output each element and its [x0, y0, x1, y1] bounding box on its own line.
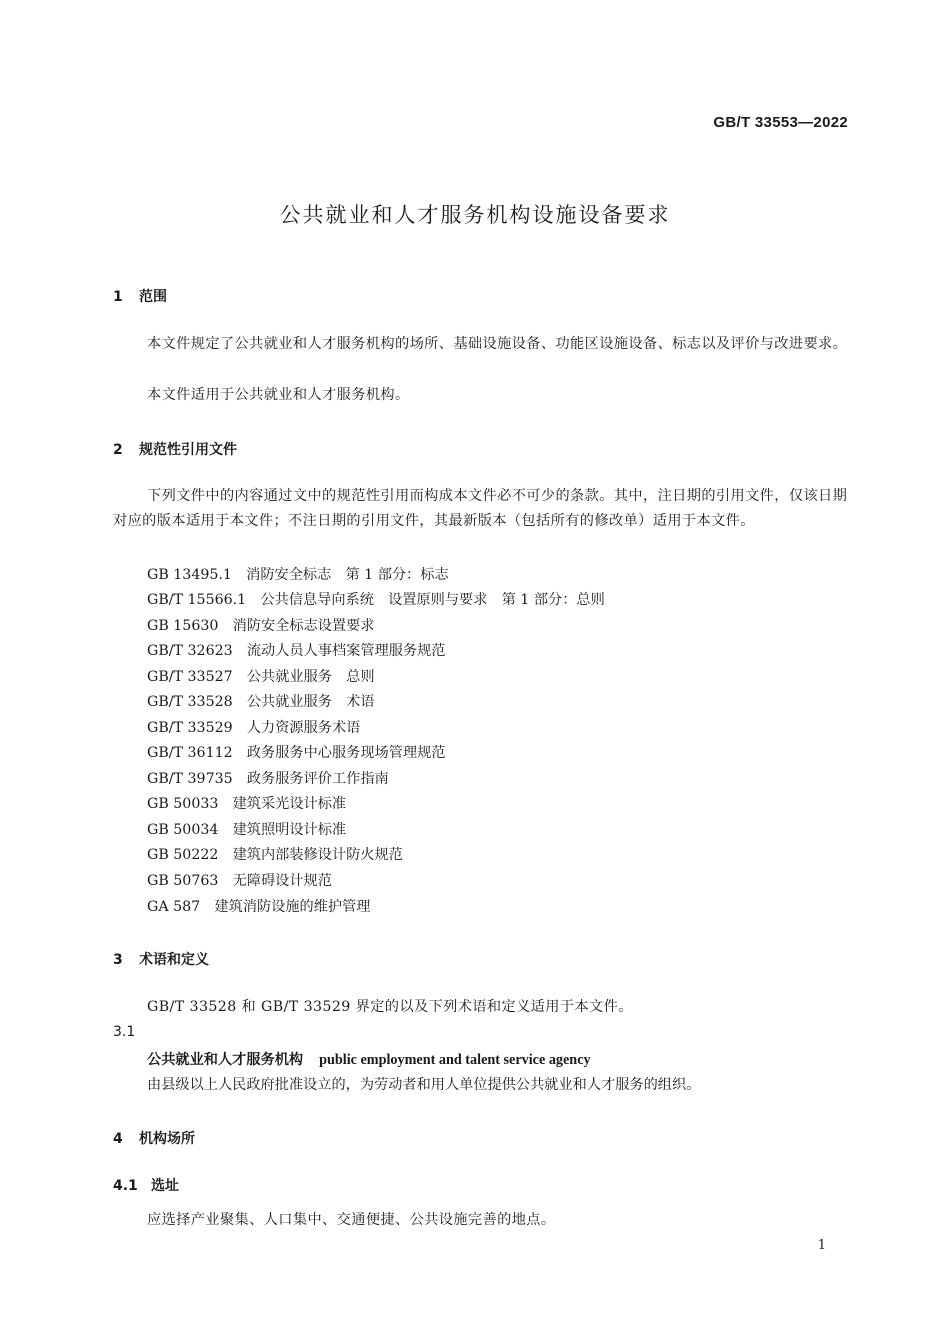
reference-item	[147, 844, 403, 864]
section-title: 机构场所	[139, 1131, 195, 1147]
term-definition: 由县级以上人民政府批准设立的，为劳动者和用人单位提供公共就业和人才服务的组织。	[147, 1077, 701, 1093]
page-number: 1	[817, 1238, 826, 1253]
reference-code: GB/T 33527	[147, 669, 233, 685]
subsection-title: 选址	[151, 1178, 179, 1194]
section-3-heading	[113, 949, 209, 969]
reference-item	[147, 691, 375, 711]
standard-code: GB/T 33553—2022	[713, 114, 848, 131]
section-2-heading	[113, 439, 237, 459]
reference-item	[147, 615, 375, 635]
term-english: public employment and talent service agency	[319, 1052, 591, 1068]
reference-code: GB 50763	[147, 873, 219, 889]
reference-item	[147, 793, 346, 813]
reference-item	[147, 717, 360, 737]
reference-code: GB/T 15566.1	[147, 592, 247, 608]
section-4-heading	[113, 1128, 195, 1148]
section-number: 2	[113, 442, 123, 458]
reference-title: 建筑采光设计标准	[232, 796, 347, 812]
section-title: 规范性引用文件	[139, 442, 237, 458]
term-number: 3.1	[113, 1024, 136, 1040]
reference-title: 公共就业服务 术语	[246, 694, 375, 710]
reference-title: 建筑照明设计标准	[232, 822, 347, 838]
reference-title: 消防安全标志 第 1 部分：标志	[246, 567, 449, 583]
reference-code: GB/T 39735	[147, 771, 233, 787]
reference-item	[147, 896, 370, 916]
reference-item	[147, 870, 332, 890]
reference-title: 流动人员人事档案管理服务规范	[246, 643, 446, 659]
section-number: 1	[113, 289, 123, 305]
reference-code: GB/T 32623	[147, 643, 233, 659]
reference-code: GB/T 36112	[147, 745, 233, 761]
reference-title: 建筑消防设施的维护管理	[214, 899, 371, 915]
reference-code: GB 13495.1	[147, 567, 232, 583]
section-title: 范围	[139, 289, 167, 305]
reference-title: 无障碍设计规范	[232, 873, 332, 889]
section-1-paragraph-1: 本文件规定了公共就业和人才服务机构的场所、基础设施设备、功能区设施设备、标志以及评价与改进要求。	[147, 336, 848, 352]
section-2-paragraph-1: 下列文件中的内容通过文中的规范性引用而构成本文件必不可少的条款。其中，注日期的引用文件，仅该日期对应的版本适用于本文件；不注日期的引用文件，其最新版本（包括所有的修改单）适用于本文件。	[113, 488, 848, 529]
term-chinese: 公共就业和人才服务机构	[147, 1052, 304, 1068]
reference-item	[147, 768, 389, 788]
subsection-4-1-heading	[113, 1175, 179, 1195]
reference-code: GB 50222	[147, 847, 219, 863]
subsection-number: 4.1	[113, 1178, 138, 1194]
reference-title: 公共信息导向系统 设置原则与要求 第 1 部分：总则	[260, 592, 605, 608]
section-number: 4	[113, 1131, 123, 1147]
reference-item	[147, 589, 605, 609]
reference-title: 建筑内部装修设计防火规范	[232, 847, 403, 863]
document-title: 公共就业和人才服务机构设施设备要求	[279, 203, 671, 227]
reference-item	[147, 564, 449, 584]
reference-code: GB/T 33529	[147, 720, 233, 736]
reference-title: 政务服务评价工作指南	[246, 771, 389, 787]
reference-code: GB 15630	[147, 618, 219, 634]
reference-item	[147, 640, 446, 660]
reference-title: 消防安全标志设置要求	[232, 618, 375, 634]
section-1-paragraph-2: 本文件适用于公共就业和人才服务机构。	[147, 387, 410, 403]
reference-title: 人力资源服务术语	[246, 720, 361, 736]
reference-code: GA 587	[147, 899, 201, 915]
reference-item	[147, 819, 346, 839]
section-number: 3	[113, 952, 123, 968]
reference-item	[147, 742, 446, 762]
reference-title: 公共就业服务 总则	[246, 669, 375, 685]
term-entry	[147, 1049, 591, 1069]
reference-item	[147, 666, 375, 686]
subsection-4-1-paragraph-1: 应选择产业聚集、人口集中、交通便捷、公共设施完善的地点。	[147, 1212, 556, 1228]
section-3-paragraph-1: GB/T 33528 和 GB/T 33529 界定的以及下列术语和定义适用于本文件。	[147, 999, 633, 1015]
reference-code: GB 50033	[147, 796, 219, 812]
section-1-heading	[113, 286, 167, 306]
reference-code: GB 50034	[147, 822, 219, 838]
reference-code: GB/T 33528	[147, 694, 233, 710]
reference-title: 政务服务中心服务现场管理规范	[246, 745, 446, 761]
section-title: 术语和定义	[139, 952, 209, 968]
